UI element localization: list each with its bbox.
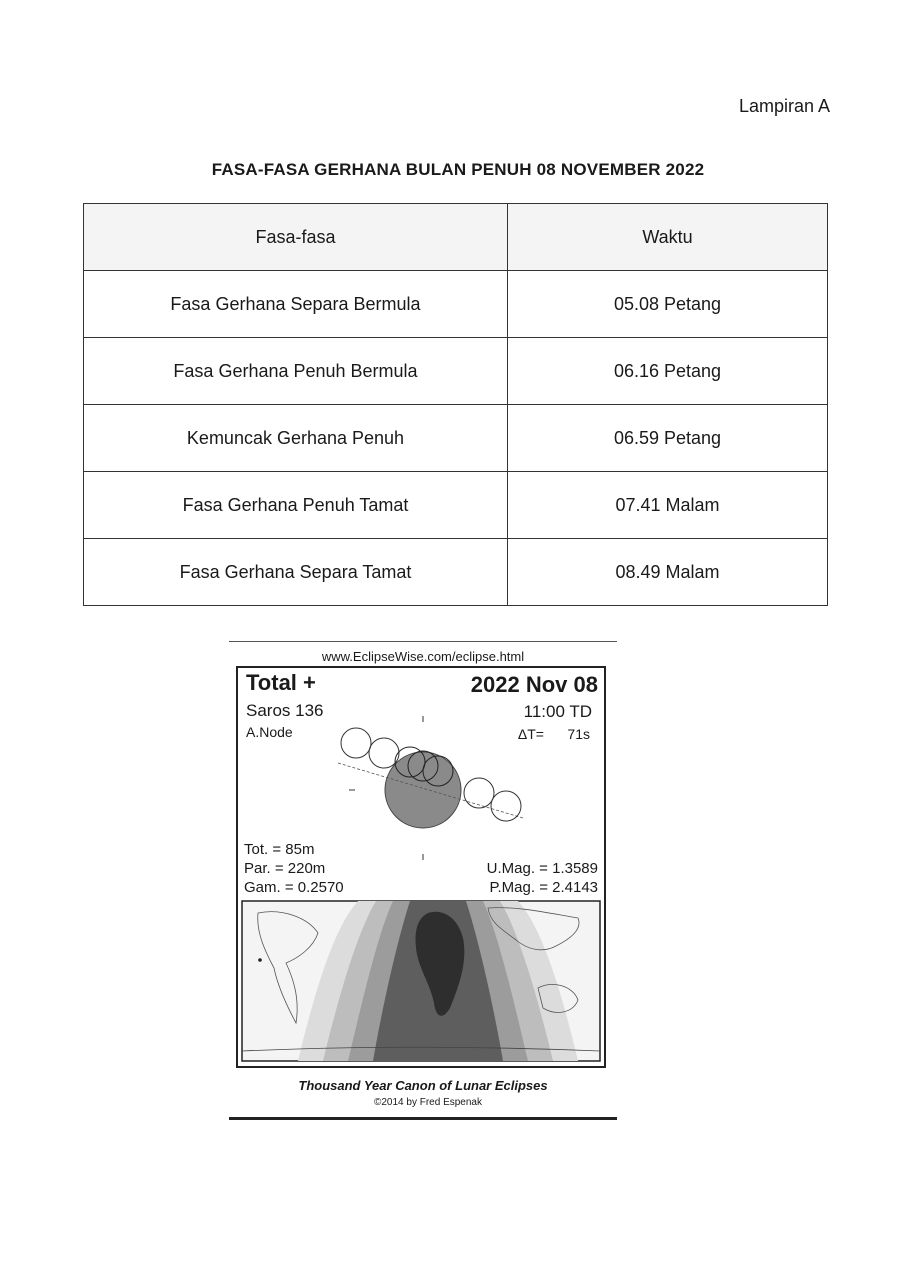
figure-source-url: www.EclipseWise.com/eclipse.html <box>321 649 525 664</box>
partial-duration: Par. = 220m <box>244 860 326 877</box>
saros-number: Saros 136 <box>246 701 324 720</box>
delta-t-label: ΔT= <box>517 726 544 742</box>
phase-cell: Kemuncak Gerhana Penuh <box>84 405 508 472</box>
phase-cell: Fasa Gerhana Penuh Tamat <box>84 472 508 539</box>
umbral-magnitude: U.Mag. = 1.3589 <box>486 860 598 877</box>
phase-cell: Fasa Gerhana Penuh Bermula <box>84 338 508 405</box>
eclipse-date: 2022 Nov 08 <box>470 672 598 697</box>
table-row <box>84 539 828 606</box>
eclipse-figure <box>229 641 617 1123</box>
figure-caption: Thousand Year Canon of Lunar Eclipses <box>298 1078 548 1093</box>
document-title: FASA-FASA GERHANA BULAN PENUH 08 NOVEMBER 2022 <box>211 160 705 179</box>
time-cell: 05.08 Petang <box>508 271 828 338</box>
greatest-eclipse-time: 11:00 TD <box>523 702 592 721</box>
time-cell: 08.49 Malam <box>508 539 828 606</box>
eclipse-diagram-frame <box>236 666 606 1068</box>
delta-t-value: 71s <box>567 726 590 742</box>
umbra-shadow <box>385 752 461 828</box>
moon-position-p1 <box>341 728 371 758</box>
time-cell: 06.16 Petang <box>508 338 828 405</box>
time-cell: 07.41 Malam <box>508 472 828 539</box>
figure-bottom-rule <box>229 1117 617 1120</box>
eclipse-phases-table <box>83 203 828 606</box>
visibility-map <box>242 901 600 1061</box>
table-header-row <box>84 204 828 271</box>
figure-copyright: ©2014 by Fred Espenak <box>374 1097 482 1108</box>
phase-cell: Fasa Gerhana Separa Tamat <box>84 539 508 606</box>
table-row <box>84 472 828 539</box>
phase-cell: Fasa Gerhana Separa Bermula <box>84 271 508 338</box>
eclipse-type: Total + <box>246 670 316 695</box>
table-row <box>84 271 828 338</box>
figure-top-rule <box>229 641 617 642</box>
moon-path-diagram <box>338 716 523 860</box>
column-header-phase: Fasa-fasa <box>84 204 508 271</box>
table-row <box>84 405 828 472</box>
column-header-time: Waktu <box>508 204 828 271</box>
moon-position-u4 <box>464 778 494 808</box>
moon-position-p4 <box>491 791 521 821</box>
totality-duration: Tot. = 85m <box>244 841 315 858</box>
moon-position-u1 <box>369 738 399 768</box>
time-cell: 06.59 Petang <box>508 405 828 472</box>
penumbral-magnitude: P.Mag. = 2.4143 <box>489 879 598 896</box>
node-label: A.Node <box>246 724 293 740</box>
gamma-value: Gam. = 0.2570 <box>244 879 344 896</box>
table-row <box>84 338 828 405</box>
map-marker <box>258 958 262 962</box>
appendix-label: Lampiran A <box>738 96 830 116</box>
